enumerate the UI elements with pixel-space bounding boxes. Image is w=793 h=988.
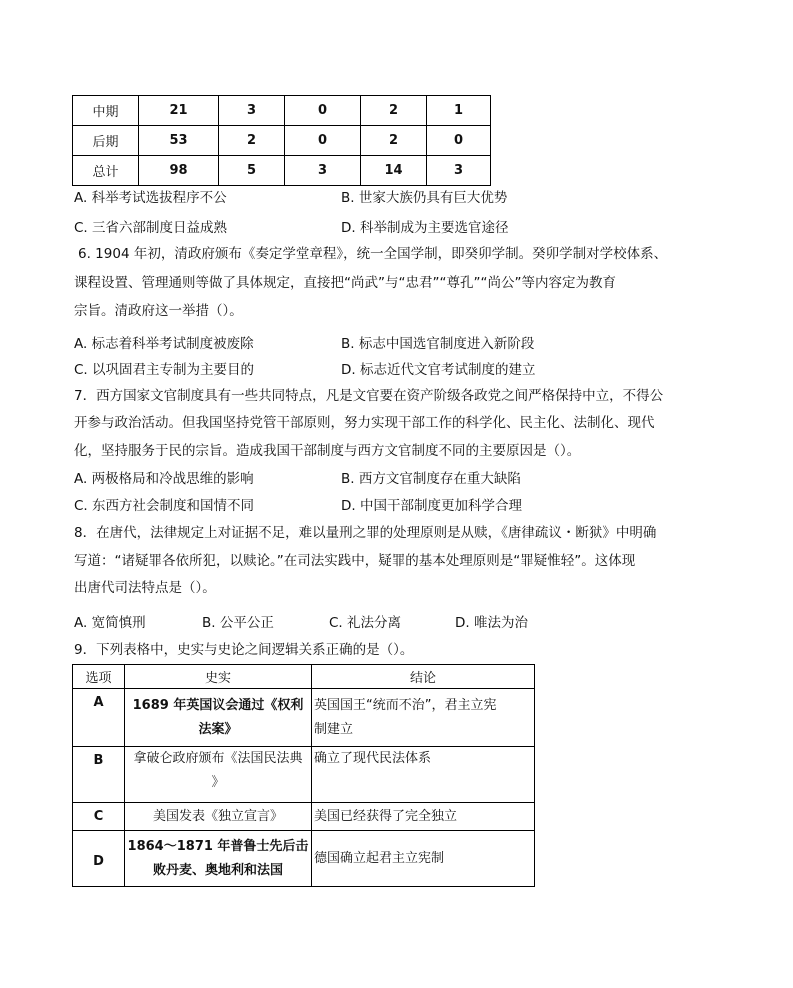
conclusion-line: 德国确立起君主立宪制: [314, 850, 445, 866]
header-cell: 选项: [73, 665, 125, 689]
fact-line: 1689 年英国议会通过《权利: [132, 697, 304, 713]
question-line: 课程设置、管理通则等做了具体规定，直接把“尚武”与“忠君”“尊孔”“尚公”等内容定为教育: [74, 275, 616, 291]
option-b: B. 西方文官制度存在重大缺陷: [341, 471, 521, 487]
table-row: [73, 96, 491, 126]
table-cell: 21: [139, 96, 219, 126]
option-c: C. 以巩固君主专制为主要目的: [74, 362, 255, 378]
table-cell: 53: [139, 126, 219, 156]
option-label: C: [73, 803, 125, 831]
fact-line: 法案》: [198, 721, 238, 737]
header-cell: 史实: [125, 665, 312, 689]
question-line: 6. 1904 年初，清政府颁布《奏定学堂章程》，统一全国学制，即癸卯学制。癸卯学制对学校体系、: [78, 246, 668, 262]
fact-line: 拿破仑政府颁布《法国民法典: [133, 751, 303, 766]
conclusion-cell: [312, 689, 535, 747]
conclusion-line: 美国已经获得了完全独立: [314, 808, 458, 824]
table-cell: 后期: [73, 126, 139, 156]
fact-line: 1864～1871 年普鲁士先后击: [127, 838, 309, 854]
option-c: C. 东西方社会制度和国情不同: [74, 498, 255, 514]
option-a: A. 科举考试选拔程序不公: [74, 190, 227, 206]
table-cell: 2: [219, 126, 285, 156]
option-b: B. 世家大族仍具有巨大优势: [341, 190, 508, 206]
question-line: 9．下列表格中，史实与史论之间逻辑关系正确的是（）。: [74, 642, 414, 658]
conclusion-line: 确立了现代民法体系: [314, 751, 432, 766]
conclusion-cell: [312, 747, 535, 803]
table-cell: 5: [219, 156, 285, 186]
fact-line: 败丹麦、奥地利和法国: [152, 862, 283, 878]
fact-line: 》: [211, 775, 225, 790]
option-d: D. 科举制成为主要选官途径: [341, 220, 509, 236]
option-a: A. 宽简慎刑: [74, 615, 146, 631]
table-row: [73, 126, 491, 156]
option-label: B: [73, 747, 125, 803]
table-cell: 0: [285, 126, 361, 156]
fact-cell: [125, 747, 312, 803]
fact-cell: [125, 803, 312, 831]
table-cell: 2: [361, 96, 427, 126]
table-cell: 中期: [73, 96, 139, 126]
history-table: [72, 664, 535, 887]
question-line: 宗旨。清政府这一举措（）。: [74, 303, 243, 319]
table-row: [73, 156, 491, 186]
table-row: [73, 689, 535, 747]
option-d: D. 标志近代文官考试制度的建立: [341, 362, 536, 378]
data-table: [72, 95, 491, 186]
table-cell: 总计: [73, 156, 139, 186]
fact-cell: [125, 831, 312, 887]
table-cell: 3: [285, 156, 361, 186]
option-label: D: [73, 831, 125, 887]
option-a: A. 标志着科举考试制度被废除: [74, 336, 254, 352]
question-line: 化，坚持服务于民的宗旨。造成我国干部制度与西方文官制度不同的主要原因是（）。: [74, 443, 581, 459]
table-cell: 3: [427, 156, 491, 186]
question-line: 8．在唐代，法律规定上对证据不足，难以量刑之罪的处理原则是从赎，《唐律疏议・断狱》中明确: [74, 525, 657, 541]
table-cell: 3: [219, 96, 285, 126]
option-b: B. 公平公正: [202, 615, 274, 631]
option-d: D. 唯法为治: [455, 615, 528, 631]
question-line: 7．西方国家文官制度具有一些共同特点，凡是文官要在资产阶级各政党之间严格保持中立，不得公: [74, 388, 664, 404]
header-cell: 结论: [312, 665, 535, 689]
question-line: 开参与政治活动。但我国坚持党管干部原则，努力实现干部工作的科学化、民主化、法制化、现代: [74, 415, 655, 431]
option-d: D. 中国干部制度更加科学合理: [341, 498, 522, 514]
conclusion-line: 英国国王“统而不治”，君主立宪: [314, 697, 497, 713]
table-cell: 98: [139, 156, 219, 186]
question-line: 出唐代司法特点是（）。: [74, 580, 216, 596]
question-line: 写道：“诸疑罪各依所犯，以赎论。”在司法实践中，疑罪的基本处理原则是“罪疑惟轻”。这体现: [74, 553, 636, 569]
option-c: C. 礼法分离: [329, 615, 402, 631]
option-a: A. 两极格局和冷战思维的影响: [74, 471, 254, 487]
table-cell: 0: [427, 126, 491, 156]
conclusion-line: 制建立: [314, 721, 354, 737]
conclusion-cell: [312, 831, 535, 887]
table-row: [73, 803, 535, 831]
table-row: [73, 747, 535, 803]
option-b: B. 标志中国选官制度进入新阶段: [341, 336, 535, 352]
table-row: [73, 831, 535, 887]
option-label: A: [73, 689, 125, 747]
table-header-row: [73, 665, 535, 689]
table-cell: 0: [285, 96, 361, 126]
conclusion-cell: [312, 803, 535, 831]
table-cell: 1: [427, 96, 491, 126]
table-cell: 14: [361, 156, 427, 186]
table-cell: 2: [361, 126, 427, 156]
option-c: C. 三省六部制度日益成熟: [74, 220, 228, 236]
fact-line: 美国发表《独立宣言》: [152, 808, 283, 824]
fact-cell: [125, 689, 312, 747]
